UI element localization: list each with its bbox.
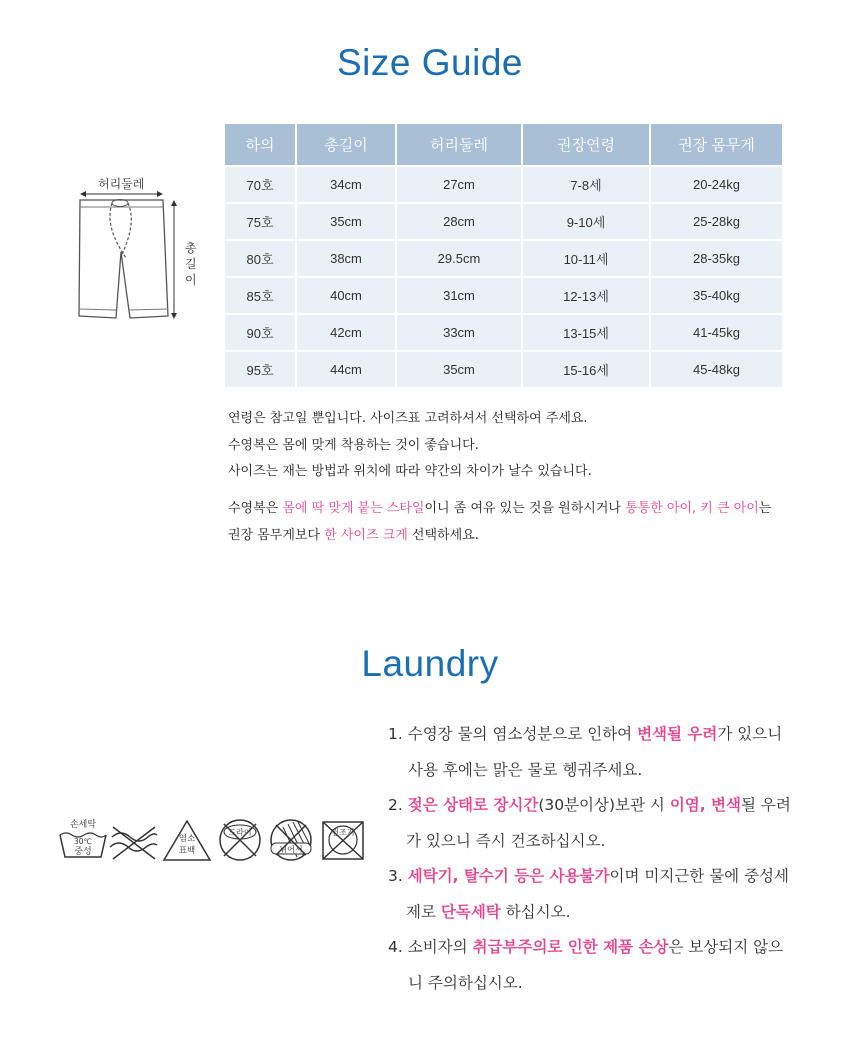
tumble-label: 건조기 (331, 828, 355, 837)
tip-text: 는 (758, 501, 772, 516)
table-cell: 35cm (296, 203, 396, 240)
item-text: 하십시오. (500, 902, 571, 921)
table-cell: 35-40kg (650, 277, 782, 314)
item-number: 3. (388, 867, 403, 885)
tip-text: 선택하세요. (407, 527, 479, 543)
hand-wash-icon (60, 818, 106, 857)
item-number: 1. (388, 725, 403, 743)
lay-flat-icon (271, 820, 311, 860)
table-cell: 44cm (296, 351, 396, 387)
table-cell: 80호 (225, 240, 296, 277)
list-item (388, 717, 828, 753)
table-cell: 45-48kg (650, 351, 782, 387)
item-text: 가 있으니 (717, 725, 783, 743)
bleach-label-1: 염소 (178, 834, 196, 844)
item-highlight: 이염, 변색 (669, 796, 742, 814)
table-cell: 20-24kg (650, 166, 782, 203)
list-item (388, 859, 828, 895)
table-cell: 35cm (396, 351, 522, 387)
length-char-3: 이 (185, 273, 197, 287)
table-row (225, 166, 782, 203)
wash-detergent: 중성 (74, 847, 92, 857)
table-cell: 28-35kg (650, 240, 782, 277)
tip-line-2 (228, 523, 771, 550)
size-table (225, 124, 782, 387)
table-cell: 95호 (225, 351, 296, 387)
shorts-diagram (60, 170, 210, 340)
no-wring-icon (110, 827, 157, 859)
item-highlight: 취급부주의로 인한 제품 손상 (472, 938, 669, 956)
table-cell: 27cm (396, 166, 522, 203)
list-item-cont: 가 있으니 즉시 건조하십시오. (406, 831, 606, 850)
size-table-header (225, 124, 782, 166)
header-weight: 권장 몸무게 (650, 124, 782, 166)
note-line: 수영복은 몸에 맞게 착용하는 것이 좋습니다. (228, 437, 479, 453)
tip-highlight: 몸에 딱 맞게 붙는 스타일 (282, 501, 425, 516)
item-text: 이며 미지근한 물에 중성세 (609, 867, 789, 885)
care-symbols (57, 815, 377, 865)
table-cell: 85호 (225, 277, 296, 314)
table-row (225, 314, 782, 351)
tip-highlight: 통통한 아이, 키 큰 아이 (625, 501, 759, 516)
item-text: 소비자의 (407, 938, 473, 956)
item-number: 4. (388, 938, 403, 956)
item-text: 제로 (406, 902, 441, 921)
no-tumble-dry-icon (323, 822, 363, 859)
header-length: 총길이 (296, 124, 396, 166)
table-cell: 90호 (225, 314, 296, 351)
no-dryclean-icon (220, 820, 260, 860)
table-cell: 38cm (296, 240, 396, 277)
laundry-title: Laundry (361, 643, 499, 684)
item-number: 2. (388, 796, 403, 814)
table-cell: 25-28kg (650, 203, 782, 240)
wash-temp: 30℃ (74, 837, 92, 846)
size-guide-title: Size Guide (337, 42, 523, 83)
length-char-1: 총 (185, 241, 197, 255)
dryclean-label: 드라이 (228, 828, 252, 837)
table-row (225, 203, 782, 240)
tip-text: 이니 좀 여유 있는 것을 원하시거나 (424, 501, 626, 516)
list-item (388, 788, 828, 824)
item-text: 은 보상되지 않으 (668, 938, 784, 956)
table-cell: 15-16세 (522, 351, 650, 387)
wash-label: 손세탁 (69, 820, 97, 830)
table-cell: 9-10세 (522, 203, 650, 240)
tip-line-1 (228, 496, 771, 523)
bleach-label-2: 표백 (178, 846, 196, 856)
table-cell: 70호 (225, 166, 296, 203)
item-text: (30분이상)보관 시 (538, 796, 670, 814)
table-cell: 34cm (296, 166, 396, 203)
tip-text: 수영복은 (228, 501, 283, 516)
size-notes (228, 406, 592, 486)
laundry-instructions (388, 717, 828, 1001)
waist-label: 허리둘레 (98, 177, 145, 191)
item-highlight: 단독세탁 (440, 902, 501, 921)
table-cell: 31cm (396, 277, 522, 314)
table-row (225, 351, 782, 387)
table-cell: 7-8세 (522, 166, 650, 203)
header-bottom: 하의 (225, 124, 296, 166)
note-line: 사이즈는 재는 방법과 위치에 따라 약간의 차이가 날수 있습니다. (228, 464, 592, 479)
item-text: 수영장 물의 염소성분으로 인하여 (407, 725, 638, 743)
length-char-2: 길 (185, 257, 197, 271)
length-label (185, 240, 197, 288)
tip-highlight: 한 사이즈 크게 (324, 527, 408, 543)
size-tip (228, 496, 771, 549)
lay-flat-label: 뉘어서 (279, 845, 303, 854)
note-line: 연령은 참고일 뿐입니다. 사이즈표 고려하셔서 선택하여 주세요. (228, 411, 588, 426)
list-item-cont: 니 주의하십시오. (408, 973, 523, 992)
table-cell: 42cm (296, 314, 396, 351)
item-highlight: 세탁기, 탈수기 등은 사용불가 (407, 867, 610, 885)
table-row (225, 240, 782, 277)
item-text: 될 우려 (741, 796, 791, 814)
chlorine-bleach-icon (164, 821, 210, 860)
table-cell: 13-15세 (522, 314, 650, 351)
table-row (225, 277, 782, 314)
table-cell: 10-11세 (522, 240, 650, 277)
list-item (388, 930, 828, 966)
table-cell: 75호 (225, 203, 296, 240)
item-highlight: 변색될 우려 (637, 725, 718, 743)
item-highlight: 젖은 상태로 장시간 (407, 796, 539, 814)
table-cell: 29.5cm (396, 240, 522, 277)
tip-text: 권장 몸무게보다 (228, 527, 325, 543)
table-cell: 12-13세 (522, 277, 650, 314)
header-waist: 허리둘레 (396, 124, 522, 166)
table-cell: 40cm (296, 277, 396, 314)
list-item-cont (388, 895, 828, 931)
table-cell: 33cm (396, 314, 522, 351)
list-item-cont: 사용 후에는 맑은 물로 헹궈주세요. (408, 760, 643, 779)
header-age: 권장연령 (522, 124, 650, 166)
table-cell: 41-45kg (650, 314, 782, 351)
table-cell: 28cm (396, 203, 522, 240)
